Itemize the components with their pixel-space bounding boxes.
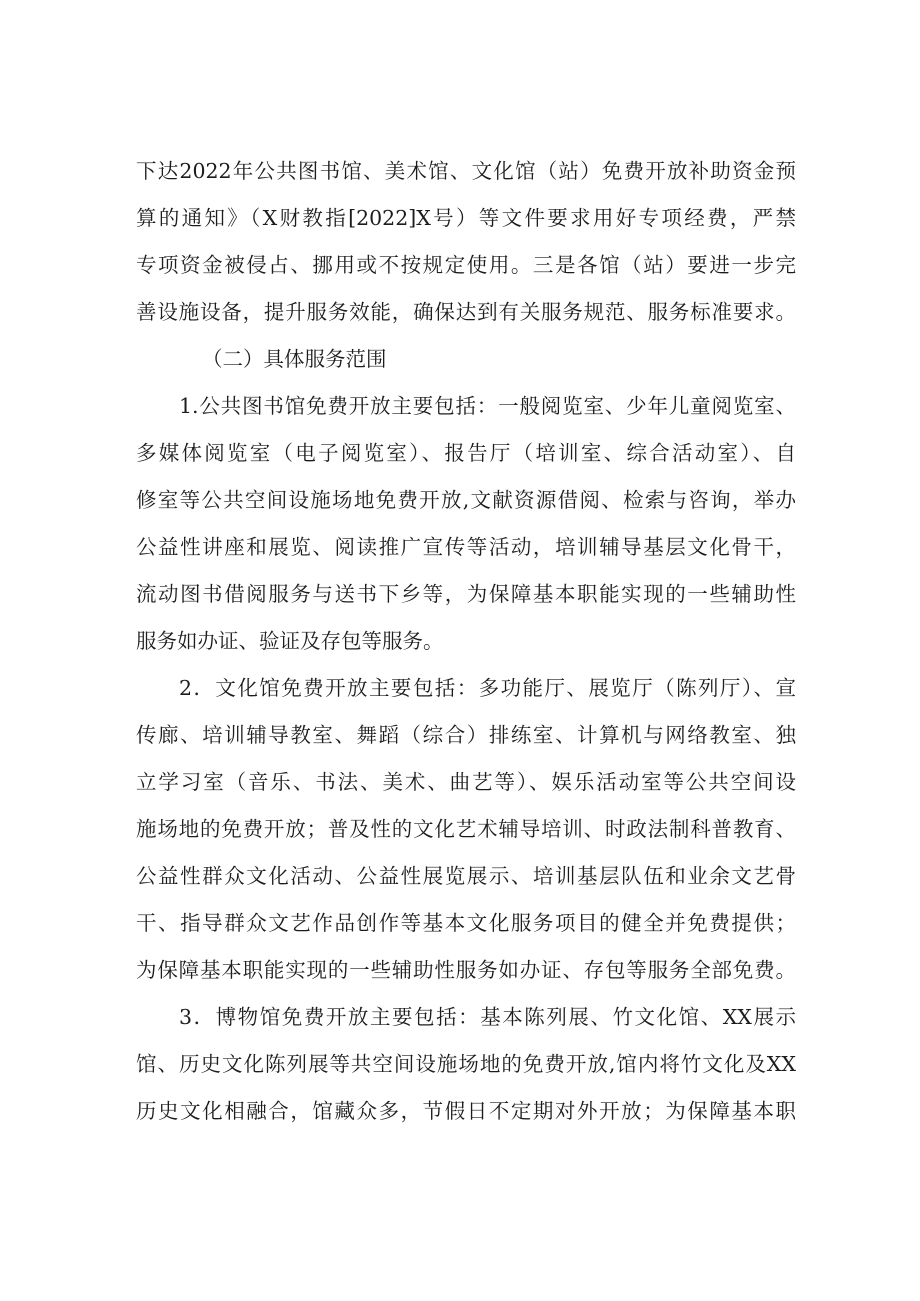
paragraph-line: 历史文化相融合，馆藏众多，节假日不定期对外开放；为保障基本职 xyxy=(136,1099,796,1123)
paragraph-line: 流动图书借阅服务与送书下乡等，为保障基本职能实现的一些辅助性 xyxy=(136,582,796,606)
paragraph-line: 服务如办证、验证及存包等服务。 xyxy=(136,629,444,653)
paragraph-line: 下达2022年公共图书馆、美术馆、文化馆（站）免费开放补助资金预 xyxy=(136,159,796,183)
paragraph-line: 3．博物馆免费开放主要包括：基本陈列展、竹文化馆、XX展示 xyxy=(179,1005,796,1029)
paragraph-line: 公益性讲座和展览、阅读推广宣传等活动，培训辅导基层文化骨干， xyxy=(136,535,796,559)
paragraph-line: 1.公共图书馆免费开放主要包括：一般阅览室、少年儿童阅览室、 xyxy=(179,394,796,418)
paragraph-line: 公益性群众文化活动、公益性展览展示、培训基层队伍和业余文艺骨 xyxy=(136,864,796,888)
paragraph-line: 算的通知》（X财教指[2022]X号）等文件要求用好专项经费，严禁 xyxy=(136,206,796,230)
paragraph-line: 立学习室（音乐、书法、美术、曲艺等）、娱乐活动室等公共空间设 xyxy=(136,770,796,794)
paragraph-line: 多媒体阅览室（电子阅览室）、报告厅（培训室、综合活动室）、自 xyxy=(136,441,796,465)
paragraph-line: 专项资金被侵占、挪用或不按规定使用。三是各馆（站）要进一步完 xyxy=(136,253,796,277)
document-body xyxy=(136,148,796,1135)
paragraph-line: 传廊、培训辅导教室、舞蹈（综合）排练室、计算机与网络教室、独 xyxy=(136,723,796,747)
section-heading: （二）具体服务范围 xyxy=(202,347,387,371)
paragraph-line: 善设施设备，提升服务效能，确保达到有关服务规范、服务标准要求。 xyxy=(136,300,796,324)
paragraph-line: 施场地的免费开放；普及性的文化艺术辅导培训、时政法制科普教育、 xyxy=(136,817,796,841)
paragraph-line: 修室等公共空间设施场地免费开放,文献资源借阅、检索与咨询，举办 xyxy=(136,488,796,512)
paragraph-line: 为保障基本职能实现的一些辅助性服务如办证、存包等服务全部免费。 xyxy=(136,958,796,982)
paragraph-line: 干、指导群众文艺作品创作等基本文化服务项目的健全并免费提供； xyxy=(136,911,796,935)
paragraph-line: 2．文化馆免费开放主要包括：多功能厅、展览厅（陈列厅）、宣 xyxy=(179,676,796,700)
paragraph-line: 馆、历史文化陈列展等共空间设施场地的免费开放,馆内将竹文化及XX xyxy=(136,1052,796,1076)
